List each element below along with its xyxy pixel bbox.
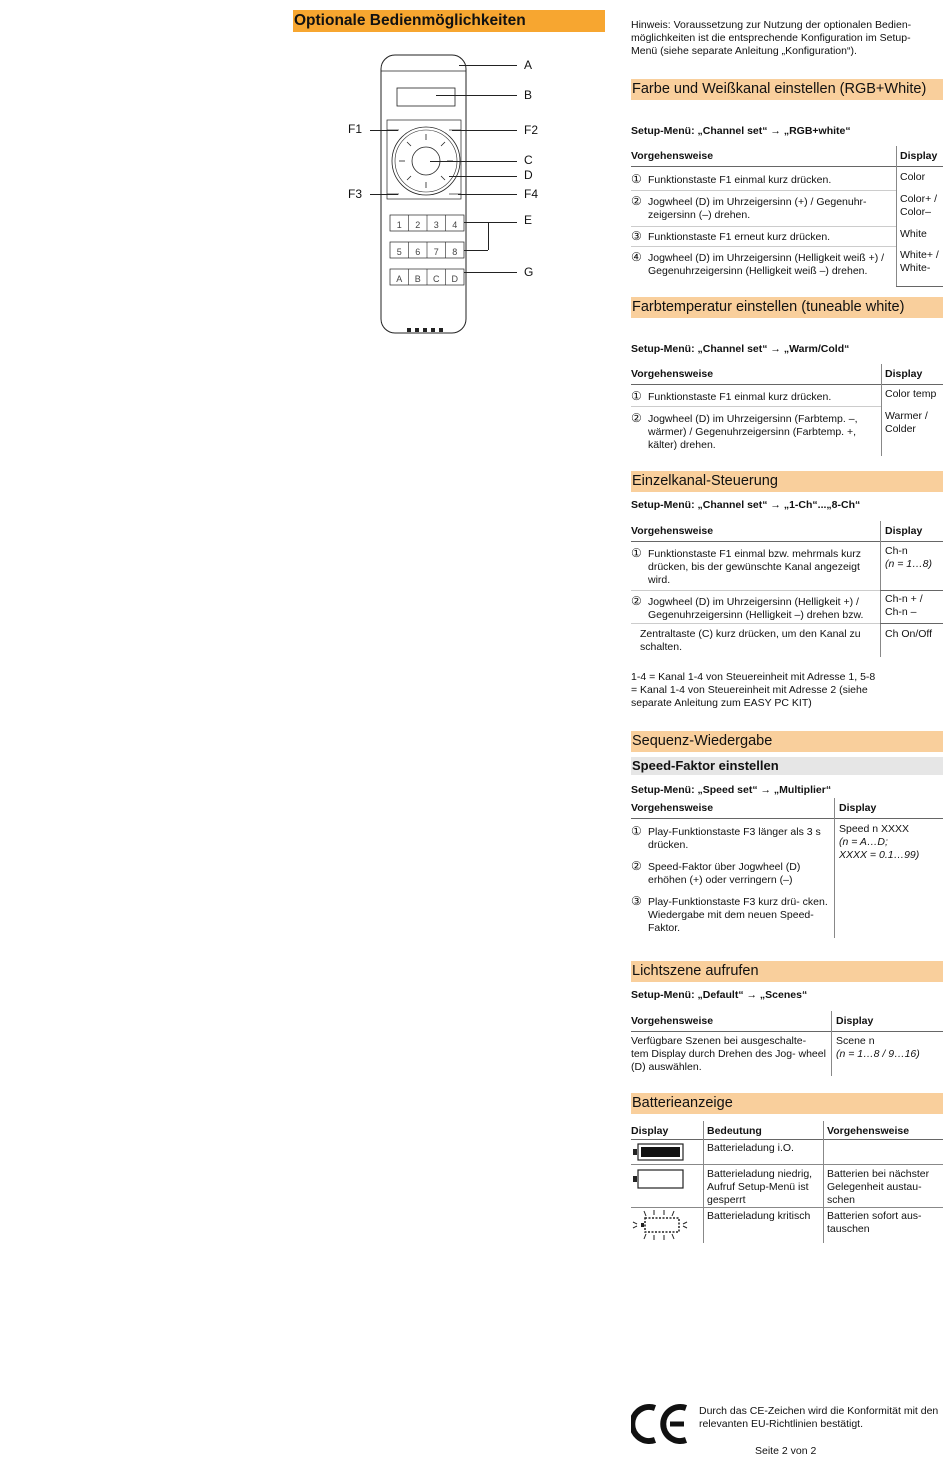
page-title: Optionale Bedienmöglichkeiten: [293, 10, 605, 32]
seq-step-1: ① Play-Funktionstaste F3 länger als 3 s drücken.: [631, 824, 821, 851]
section-title-tw: Farbtemperatur einstellen (tuneable white): [631, 297, 943, 318]
tw-display-1: Color temp: [885, 388, 937, 400]
setup-menu-speed: Setup-Menü: „Speed set“ → „Multiplier“: [631, 784, 832, 796]
single-display-1-note: (n = 1…8): [885, 558, 932, 570]
setup-menu-tw: Setup-Menü: „Channel set“ → „Warm/Cold“: [631, 343, 850, 355]
section-title-sequence: Sequenz-Wiedergabe: [631, 731, 943, 752]
col-header-procedure: Vorgehensweise: [631, 525, 714, 537]
rgbw-display-3: White: [900, 228, 927, 240]
single-display-2: Ch-n + / Ch-n –: [885, 593, 923, 618]
callout-f2: F2: [524, 123, 539, 137]
battery-row-2-meaning: Batterieladung niedrig, Aufruf Setup-Menü ist gesperrt: [707, 1168, 813, 1206]
callout-d: D: [524, 168, 533, 182]
key-7: 7: [433, 247, 439, 257]
key-a: A: [396, 274, 403, 284]
single-step-2: ② Jogwheel (D) im Uhrzeigersinn (Helligkeit +) / Gegenuhrzeigersinn (Helligkeit –) drehen bzw.: [631, 594, 864, 621]
rgbw-step-2: ② Jogwheel (D) im Uhrzeigersinn (+) / Gegenuhr- zeigersinn (–) drehen.: [631, 194, 867, 221]
single-step-1: ① Funktionstaste F1 einmal bzw. mehrmals kurz drücken, bis der gewünschte Kanal angezeigt wird.: [631, 546, 861, 586]
channel-note: 1-4 = Kanal 1-4 von Steuereinheit mit Adresse 1, 5-8 = Kanal 1-4 von Steuereinheit mit Adresse 2 (siehe separate Anleitung zum EASY PC KIT): [631, 671, 876, 709]
callout-a: A: [524, 58, 533, 72]
seq-step-2: ② Speed-Faktor über Jogwheel (D) erhöhen (+) oder verringern (–): [631, 859, 801, 886]
rgbw-display-2: Color+ / Color–: [900, 193, 938, 218]
tw-display-2: Warmer / Colder: [885, 410, 928, 435]
tw-step-2: ② Jogwheel (D) im Uhrzeigersinn (Farbtemp. –, wärmer) / Gegenuhrzeigersinn (Farbtemp. +, kälter) drehen.: [631, 411, 858, 451]
col-header-display: Display: [885, 525, 923, 537]
battery-row-3-procedure: Batterien sofort aus- tauschen: [827, 1210, 922, 1235]
col-header-meaning: Bedeutung: [707, 1125, 762, 1137]
col-header-display: Display: [885, 368, 923, 380]
remote-illustration: [345, 50, 545, 340]
key-d: D: [451, 274, 458, 284]
key-b: B: [414, 274, 421, 284]
page-number: Seite 2 von 2: [755, 1445, 817, 1457]
callout-b: B: [524, 88, 533, 102]
setup-menu-single: Setup-Menü: „Channel set“ → „1-Ch“...„8-Ch“: [631, 499, 861, 511]
col-header-procedure: Vorgehensweise: [631, 1015, 714, 1027]
single-step-3: Zentraltaste (C) kurz drücken, um den Kanal zu schalten.: [640, 628, 861, 653]
callout-f1: F1: [348, 122, 363, 136]
key-5: 5: [396, 247, 402, 257]
seq-step-3: ③ Play-Funktionstaste F3 kurz drü- cken. Wiedergabe mit dem neuen Speed-Faktor.: [631, 894, 828, 934]
seq-display-note-2: XXXX = 0.1…99): [839, 849, 920, 861]
key-4: 4: [452, 220, 458, 230]
rgbw-step-4: ④ Jogwheel (D) im Uhrzeigersinn (Helligkeit weiß +) / Gegenuhrzeigersinn (Helligkeit weiß –) drehen.: [631, 250, 885, 277]
hint-text: Hinweis: Voraussetzung zur Nutzung der optionalen Bedien- möglichkeiten ist die entsprechende Konfiguration im Setup- Menü (siehe separate Anleitung „Konfiguration“).: [631, 19, 912, 57]
rgbw-display-4: White+ / White-: [900, 249, 939, 274]
col-header-display: Display: [900, 150, 938, 162]
rgbw-step-1: ① Funktionstaste F1 einmal kurz drücken.: [631, 172, 832, 186]
ce-text: Durch das CE-Zeichen wird die Konformität mit den relevanten EU-Richtlinien bestätigt.: [699, 1405, 939, 1430]
col-header-display: Display: [631, 1125, 669, 1137]
col-header-display: Display: [836, 1015, 874, 1027]
section-title-battery: Batterieanzeige: [631, 1093, 943, 1114]
battery-critical-icon: [632, 1209, 690, 1244]
remote-control-icon: [345, 50, 545, 340]
section-title-rgbw: Farbe und Weißkanal einstellen (RGB+White): [631, 79, 943, 100]
scene-display: Scene n: [836, 1035, 875, 1047]
callout-g: G: [524, 265, 534, 279]
col-header-procedure: Vorgehensweise: [827, 1125, 910, 1137]
battery-empty-icon: [633, 1169, 685, 1192]
section-title-scene: Lichtszene aufrufen: [631, 961, 943, 982]
rgbw-display-1: Color: [900, 171, 926, 183]
seq-display: Speed n XXXX: [839, 823, 910, 835]
key-6: 6: [415, 247, 421, 257]
col-header-procedure: Vorgehensweise: [631, 802, 714, 814]
key-c: C: [433, 274, 440, 284]
setup-menu-scene: Setup-Menü: „Default“ → „Scenes“: [631, 989, 808, 1001]
ce-mark-icon: [631, 1403, 689, 1448]
battery-row-2-procedure: Batterien bei nächster Gelegenheit austau- schen: [827, 1168, 930, 1206]
single-display-1: Ch-n: [885, 545, 908, 557]
tw-step-1: ① Funktionstaste F1 einmal kurz drücken.: [631, 389, 832, 403]
callout-c: C: [524, 153, 533, 167]
section-title-single: Einzelkanal-Steuerung: [631, 471, 943, 492]
rgbw-step-3: ③ Funktionstaste F1 erneut kurz drücken.: [631, 229, 831, 243]
setup-menu-rgbw: Setup-Menü: „Channel set“ → „RGB+white“: [631, 125, 851, 137]
col-header-display: Display: [839, 802, 877, 814]
single-display-3: Ch On/Off: [885, 628, 933, 640]
key-2: 2: [415, 220, 421, 230]
battery-row-3-meaning: Batterieladung kritisch: [707, 1210, 811, 1222]
callout-e: E: [524, 213, 533, 227]
key-3: 3: [433, 220, 439, 230]
callout-f3: F3: [348, 187, 363, 201]
col-header-procedure: Vorgehensweise: [631, 368, 714, 380]
battery-row-1-meaning: Batterieladung i.O.: [707, 1142, 794, 1154]
callout-f4: F4: [524, 187, 539, 201]
battery-full-icon: [633, 1143, 685, 1164]
subsection-title-speed: Speed-Faktor einstellen: [631, 757, 943, 775]
col-header-procedure: Vorgehensweise: [631, 150, 714, 162]
scene-display-note: (n = 1…8 / 9…16): [836, 1048, 920, 1060]
scene-text: Verfügbare Szenen bei ausgeschalte- tem Display durch Drehen des Jog- wheel (D) auswählen.: [631, 1035, 826, 1073]
key-1: 1: [396, 220, 402, 230]
seq-display-note-1: (n = A…D;: [839, 836, 888, 848]
key-8: 8: [452, 247, 458, 257]
